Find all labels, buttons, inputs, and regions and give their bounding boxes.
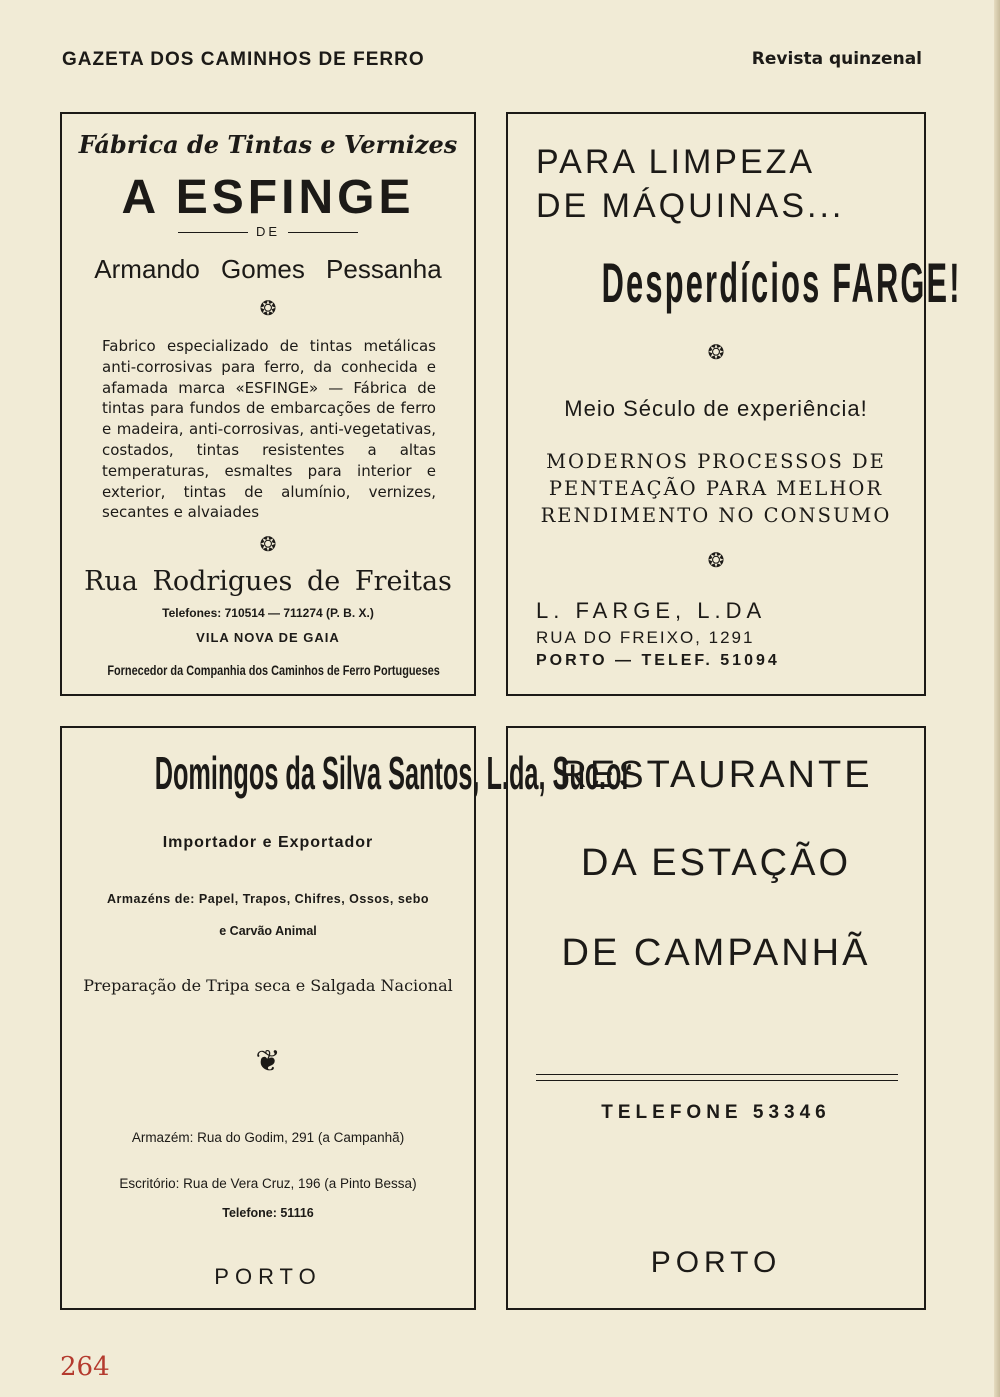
ad-supplier-note: Fornecedor da Companhia dos Caminhos de Ferro Portugueses [107,662,440,678]
ad-warehouse-address: Armazém: Rua do Godim, 291 (a Campanhã) [131,1130,405,1145]
page-edge [994,0,1000,1397]
ad-headline [536,140,844,228]
ad-city: PORTO [214,1264,322,1289]
ad-tagline [508,448,924,529]
ad-phone: TELEFONE 53346 [601,1102,831,1123]
divider [536,1080,898,1081]
ad-brand-name: Domingos da Silva Santos, L.da, Suc.or [154,747,632,799]
ad-phone: Telefone: 51116 [222,1206,314,1220]
ad-firm-name: L. FARGE, L.DA [536,598,767,623]
ornament-icon: ❂ [707,550,725,572]
ad-farge [506,112,962,696]
ad-restaurant [506,726,926,1310]
flower-icon: ❦ [255,1045,281,1078]
ad-subtitle: Importador e Exportador [162,834,374,851]
ad-office-address: Escritório: Rua de Vera Cruz, 196 (a Pinto Bessa) [119,1176,417,1191]
ad-tagline-line: PENTEAÇÃO PARA MELHOR [548,477,884,500]
ornament-icon: ❂ [707,342,725,364]
ad-city: VILA NOVA DE GAIA [196,630,340,645]
ornament-icon: ❂ [259,534,277,556]
ad-santos [60,726,632,1310]
ad-brand-name: Desperdícios FARGE! [601,251,962,314]
divider [536,1074,898,1075]
page-number: 264 [60,1352,110,1382]
journal-subtitle: Revista quinzenal [751,49,922,69]
ad-headline-line: RESTAURANTE [559,754,873,796]
ad-headline-line: PARA LIMPEZA [536,143,816,181]
ad-de-label: DE [62,224,474,239]
ad-esfinge [60,112,476,696]
ad-address: RUA DO FREIXO, 1291 [536,628,755,647]
ad-script-title: Fábrica de Tintas e Vernizes [78,130,458,159]
ad-owner-name: Armando Gomes Pessanha [94,254,442,284]
ad-tagline-line: RENDIMENTO NO CONSUMO [540,504,892,527]
ad-city-phone: PORTO — TELEF. 51094 [536,652,780,669]
ad-city: PORTO [650,1246,782,1279]
ad-brand-name: A ESFINGE [121,171,415,224]
ad-phones: Telefones: 710514 — 711274 (P. B. X.) [162,606,374,620]
ad-experience: Meio Século de experiência! [564,396,868,421]
ornament-icon: ❂ [259,298,277,320]
ad-warehouses-cont: e Carvão Animal [219,924,317,938]
ad-headline-line: DA ESTAÇÃO [580,842,852,884]
ad-preparation: Preparação de Tripa seca e Salgada Nacional [83,976,453,995]
ad-description: Fabrico especializado de tintas metálicas anti-corrosivas para ferro, da conhecida e afamada marca «ESFINGE» — Fábrica de tintas para fundos de embarcações de ferro e madeira, anti-corrosivas, anti-vegetativas, costados, tintas resistentes a altas temperaturas, esmaltes para interior e exterior, tintas de alumínio, vernizes, secantes e alvaiades [102,337,436,522]
journal-title: GAZETA DOS CAMINHOS DE FERRO [62,49,425,70]
ad-tagline-line: MODERNOS PROCESSOS DE [546,450,886,473]
ad-headline-line: DE MÁQUINAS... [536,187,845,225]
ad-headline-line: DE CAMPANHÃ [561,932,871,974]
ad-street: Rua Rodrigues de Freitas [84,566,452,597]
ad-warehouses: Armazéns de: Papel, Trapos, Chifres, Ossos, sebo [106,892,430,906]
